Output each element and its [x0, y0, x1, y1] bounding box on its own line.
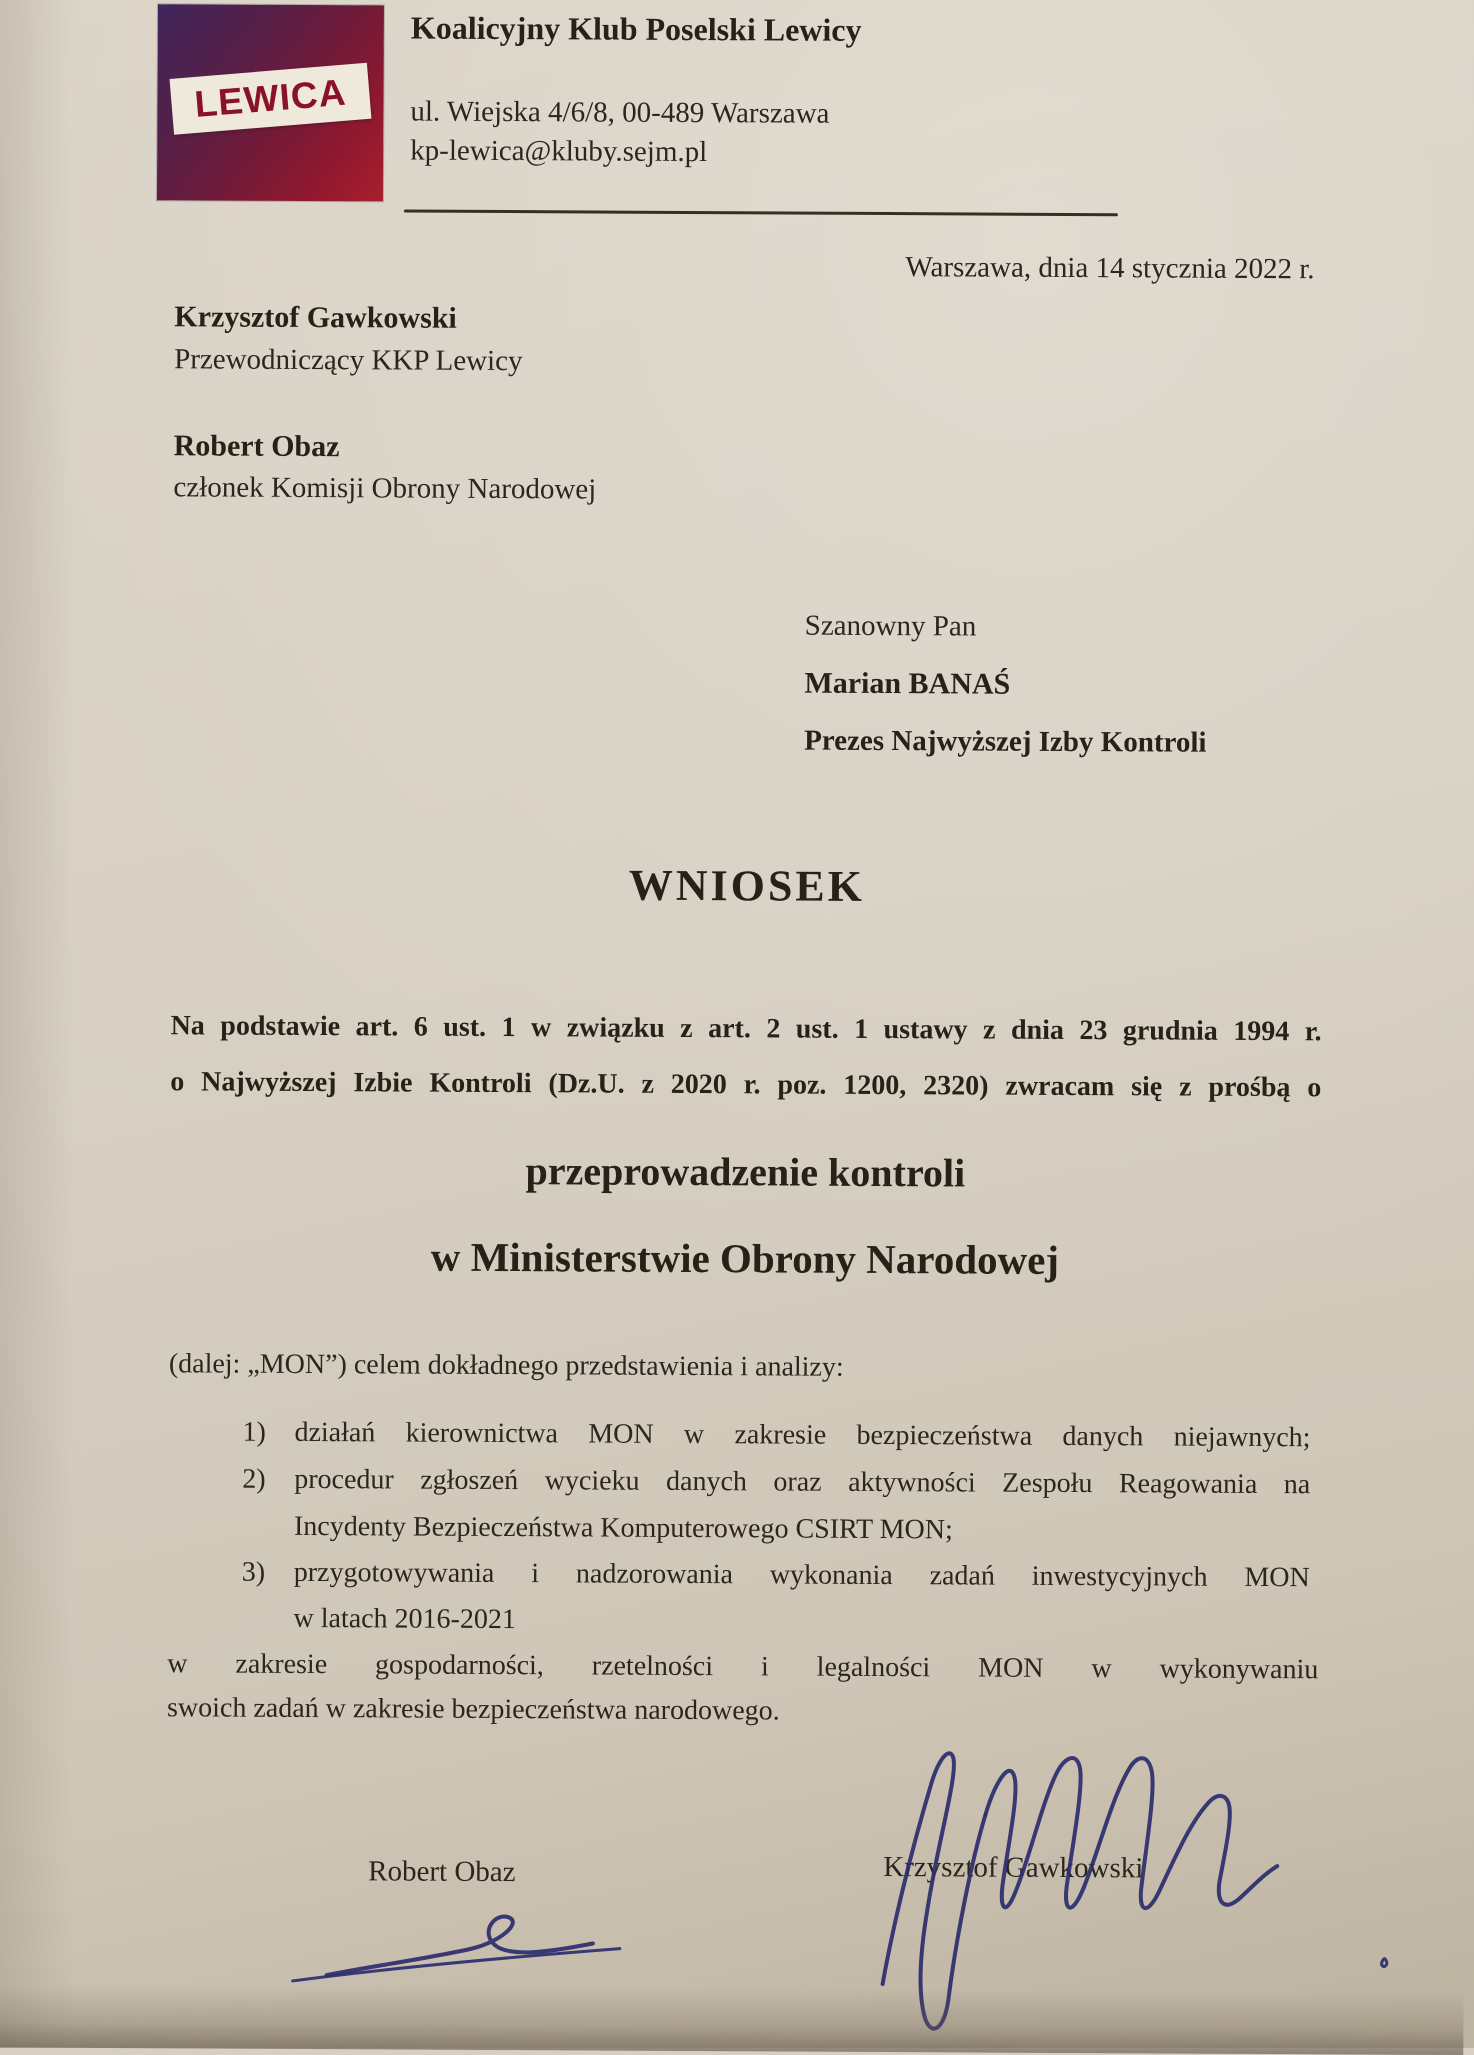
list-item-3-line-2: w latach 2016-2021 [293, 1602, 516, 1636]
recipient-name: Marian BANAŚ [804, 666, 1011, 701]
dateline: Warszawa, dnia 14 stycznia 2022 r. [905, 251, 1315, 286]
list-marker-3: 3) [241, 1556, 266, 1588]
request-heading-line-1: przeprowadzenie kontroli [525, 1148, 966, 1196]
document-title: WNIOSEK [628, 860, 866, 911]
request-heading-line-2: w Ministerstwie Obrony Narodowej [430, 1233, 1060, 1283]
org-email: kp-lewica@kluby.sejm.pl [410, 134, 708, 169]
photo-bottom-shadow [0, 1983, 1464, 2055]
sender-2-role: członek Komisji Obrony Narodowej [173, 471, 597, 506]
legal-basis-line-2: o Najwyższej Izbie Kontroli (Dz.U. z 2020 r. poz. 1200, 2320) zwracam się z prośbą o [170, 1066, 1322, 1104]
lewica-logo-text: LEWICA [193, 71, 348, 125]
org-address: ul. Wiejska 4/6/8, 00-489 Warszawa [410, 95, 830, 130]
signature-name-krzysztof-gawkowski: Krzysztof Gawkowski [883, 1851, 1144, 1885]
header-divider [404, 209, 1118, 216]
closing-line-2: swoich zadań w zakresie bezpieczeństwa narodowego. [166, 1692, 780, 1727]
sender-2-name: Robert Obaz [173, 429, 340, 464]
lewica-logo-band [170, 63, 372, 135]
list-marker-2: 2) [242, 1463, 266, 1495]
list-item-2-line-2: Incydenty Bezpieczeństwa Komputerowego CSIRT MON; [293, 1510, 953, 1546]
lewica-logo [157, 4, 384, 201]
sender-1-role: Przewodniczący KKP Lewicy [174, 343, 523, 378]
scope-intro: (dalej: „MON”) celem dokładnego przedstawienia i analizy: [168, 1348, 844, 1383]
list-item-3-line-1: przygotowywania i nadzorowania wykonania zadań inwestycyjnych MON [293, 1556, 1310, 1594]
list-marker-1: 1) [242, 1416, 266, 1448]
recipient-role: Prezes Najwyższej Izby Kontroli [804, 724, 1207, 759]
org-name: Koalicyjny Klub Poselski Lewicy [410, 9, 862, 48]
signature-name-robert-obaz: Robert Obaz [368, 1855, 516, 1889]
recipient-salutation: Szanowny Pan [804, 609, 977, 643]
sender-1-name: Krzysztof Gawkowski [174, 300, 457, 335]
legal-basis-line-1: Na podstawie art. 6 ust. 1 w związku z art. 2 ust. 1 ustawy z dnia 23 grudnia 1994 r. [170, 1010, 1322, 1048]
list-item-1-line-1: działań kierownictwa MON w zakresie bezpieczeństwa danych niejawnych; [294, 1416, 1311, 1454]
list-item-2-line-1: procedur zgłoszeń wycieku danych oraz aktywności Zespołu Reagowania na [294, 1463, 1311, 1501]
closing-line-1: w zakresie gospodarności, rzetelności i legalności MON w wykonywaniu [167, 1648, 1319, 1686]
